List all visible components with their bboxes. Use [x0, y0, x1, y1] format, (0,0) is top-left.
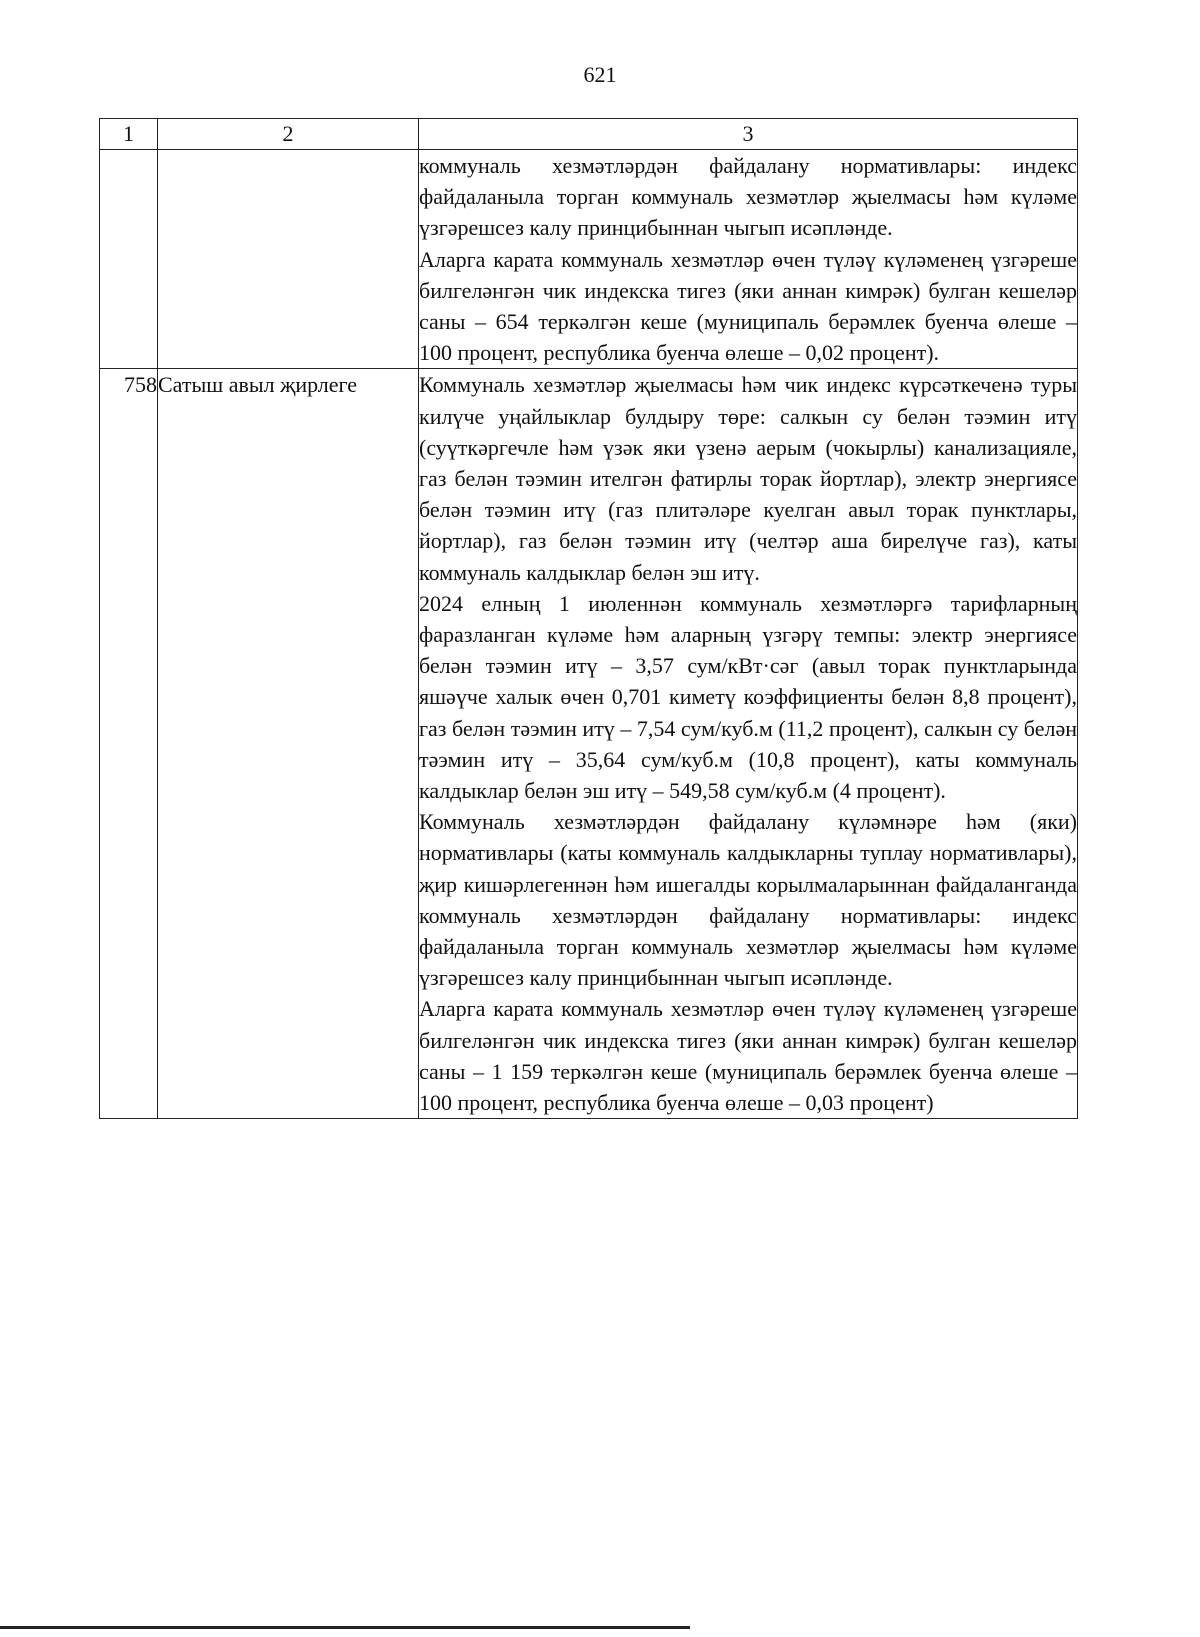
- row-description: [419, 150, 1078, 369]
- paragraph: коммуналь хезмәтләрдән файдалану нормативлары: индекс файдаланыла торган коммуналь хезмәтләр җыелмасы һәм күләме үзгәрешсез калу принцибыннан чыгып исәпләнде.: [419, 153, 1077, 241]
- document-table: [99, 118, 1078, 1119]
- column-header-3: 3: [419, 119, 1078, 150]
- row-number: [100, 150, 158, 369]
- column-header-2: 2: [158, 119, 419, 150]
- column-header-1: 1: [100, 119, 158, 150]
- table-row: [100, 150, 1078, 369]
- paragraph: Коммуналь хезмәтләр җыелмасы һәм чик индекс күрсәткеченә туры килүче уңайлыклар булдыру төре: салкын су белән тәэмин итү (суүткәргечле һәм үзәк яки үзенә аерым (чокырлы) канализацияле, газ белән тәэмин ителгән фатирлы торак йортлар), электр энергиясе белән тәэмин итү (газ плитәләре куелган авыл торак пунктлары, йортлар), газ белән тәэмин итү (челтәр аша бирелүче газ), каты коммуналь калдыклар белән эш итү.: [419, 372, 1077, 585]
- paragraph: Коммуналь хезмәтләрдән файдалану күләмнәре һәм (яки) нормативлары (каты коммуналь калдыкларны туплау нормативлары), җир кишәрлегеннән һәм ишегалды корылмаларыннан файдаланганда коммуналь хезмәтләрдән файдалану нормативлары: индекс файдаланыла торган коммуналь хезмәтләр җыелмасы һәм күләме үзгәрешсез калу принцибыннан чыгып исәпләнде.: [419, 809, 1077, 991]
- row-name: Сатыш авыл җирлеге: [158, 369, 419, 1119]
- table-row: [100, 369, 1078, 1119]
- table-header-row: [100, 119, 1078, 150]
- paragraph: 2024 елның 1 июленнән коммуналь хезмәтләргә тарифларның фаразланган күләме һәм аларның үзгәрү темпы: электр энергиясе белән тәэмин итү – 3,57 сум/кВт·сәг (авыл торак пунктларында яшәүче халык өчен 0,701 киметү коэффициенты белән 8,8 процент), газ белән тәэмин итү – 7,54 сум/куб.м (11,2 процент), салкын су белән тәэмин итү – 35,64 сум/куб.м (10,8 процент), каты коммуналь калдыклар белән эш итү – 549,58 сум/куб.м (4 процент).: [419, 590, 1077, 804]
- row-number: 758: [100, 369, 158, 1119]
- row-name: [158, 150, 419, 369]
- page-number: 621: [583, 62, 617, 87]
- row-description: [419, 369, 1078, 1119]
- paragraph: Аларга карата коммуналь хезмәтләр өчен түләү күләменең үзгәреше билгеләнгән чик индекска тигез (яки аннан кимрәк) булган кешеләр саны – 1 159 теркәлгән кеше (муниципаль берәмлек буенча өлеше – 100 процент, республика буенча өлеше – 0,03 процент): [419, 996, 1077, 1116]
- paragraph: Аларга карата коммуналь хезмәтләр өчен түләү күләменең үзгәреше билгеләнгән чик индекска тигез (яки аннан кимрәк) булган кешеләр саны – 654 теркәлгән кеше (муниципаль берәмлек буенча өлеше – 100 процент, республика буенча өлеше – 0,02 процент).: [419, 246, 1077, 366]
- bottom-divider: [0, 1626, 690, 1629]
